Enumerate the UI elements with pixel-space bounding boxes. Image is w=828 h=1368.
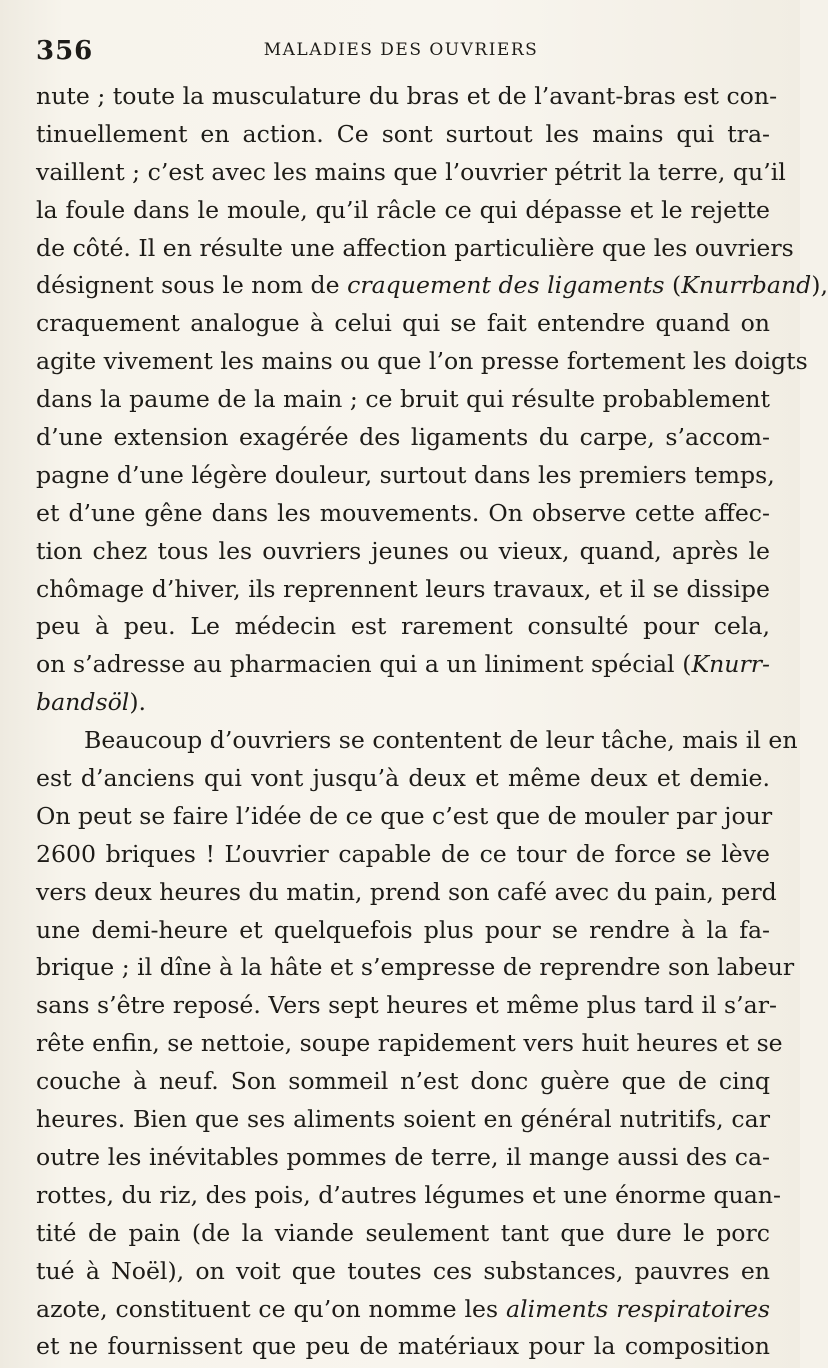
text-line: peu à peu. Le médecin est rarement consulté pour cela, (36, 612, 770, 641)
text-line: est d’anciens qui vont jusqu’à deux et même deux et demie. (36, 764, 770, 793)
text-line: tion chez tous les ouvriers jeunes ou vieux, quand, après le (36, 536, 770, 565)
text-line: d’une extension exagérée des ligaments du carpe, s’accom- (36, 423, 770, 452)
text-line: agite vivement les mains ou que l’on presse fortement les doigts (36, 347, 808, 376)
text-line: bandsöl). (36, 688, 147, 717)
text-line: azote, constituent ce qu’on nomme les aliments respiratoires (36, 1294, 771, 1323)
text-line: On peut se faire l’idée de ce que c’est que de mouler par jour (36, 801, 773, 830)
text-line: nute ; toute la musculature du bras et de l’avant-bras est con- (36, 82, 778, 110)
text-line: tué à Noël), on voit que toutes ces substances, pauvres en (36, 1256, 770, 1285)
text-line: et d’une gêne dans les mouvements. On observe cette affec- (36, 498, 770, 527)
text-line: 2600 briques ! L’ouvrier capable de ce tour de force se lève (36, 839, 770, 868)
text-line: vaillent ; c’est avec les mains que l’ouvrier pétrit la terre, qu’il (36, 157, 786, 186)
text-line: tité de pain (de la viande seulement tant que dure le porc (36, 1218, 770, 1247)
text-line: pagne d’une légère douleur, surtout dans les premiers temps, (36, 460, 775, 489)
text-line: brique ; il dîne à la hâte et s’empresse de reprendre son labeur (36, 953, 795, 982)
text-line: craquement analogue à celui qui se fait entendre quand on (36, 309, 770, 338)
text-line: couche à neuf. Son sommeil n’est donc guère que de cinq (36, 1067, 770, 1096)
text-line: une demi-heure et quelquefois plus pour se rendre à la fa- (36, 915, 770, 944)
page-number: 356 (36, 36, 94, 66)
text-line: désignent sous le nom de craquement des ligaments (Knurrband), (36, 271, 828, 300)
page-header (36, 36, 766, 70)
text-line: de côté. Il en résulte une affection particulière que les ouvriers (36, 233, 794, 262)
text-line: tinuellement en action. Ce sont surtout les mains qui tra- (36, 119, 770, 148)
text-line: sans s’être reposé. Vers sept heures et même plus tard il s’ar- (36, 991, 777, 1020)
text-line: la foule dans le moule, qu’il râcle ce qui dépasse et le rejette (36, 195, 770, 224)
text-line: chômage d’hiver, ils reprennent leurs travaux, et il se dissipe (36, 574, 770, 603)
text-line: heures. Bien que ses aliments soient en général nutritifs, car (36, 1105, 770, 1134)
text-line: rottes, du riz, des pois, d’autres légumes et une énorme quan- (36, 1180, 781, 1209)
running-title: MALADIES DES OUVRIERS (263, 40, 539, 60)
text-line: et ne fournissent que peu de matériaux pour la composition (36, 1332, 770, 1361)
text-line: dans la paume de la main ; ce bruit qui résulte probablement (36, 385, 770, 414)
body-text (36, 78, 828, 1366)
text-line: outre les inévitables pommes de terre, il mange aussi des ca- (36, 1142, 770, 1171)
text-line: Beaucoup d’ouvriers se contentent de leur tâche, mais il en (84, 726, 798, 755)
text-line: rête enfin, se nettoie, soupe rapidement vers huit heures et se (36, 1029, 783, 1058)
text-line: on s’adresse au pharmacien qui a un liniment spécial (Knurr- (36, 650, 770, 679)
text-line: vers deux heures du matin, prend son café avec du pain, perd (36, 877, 777, 906)
